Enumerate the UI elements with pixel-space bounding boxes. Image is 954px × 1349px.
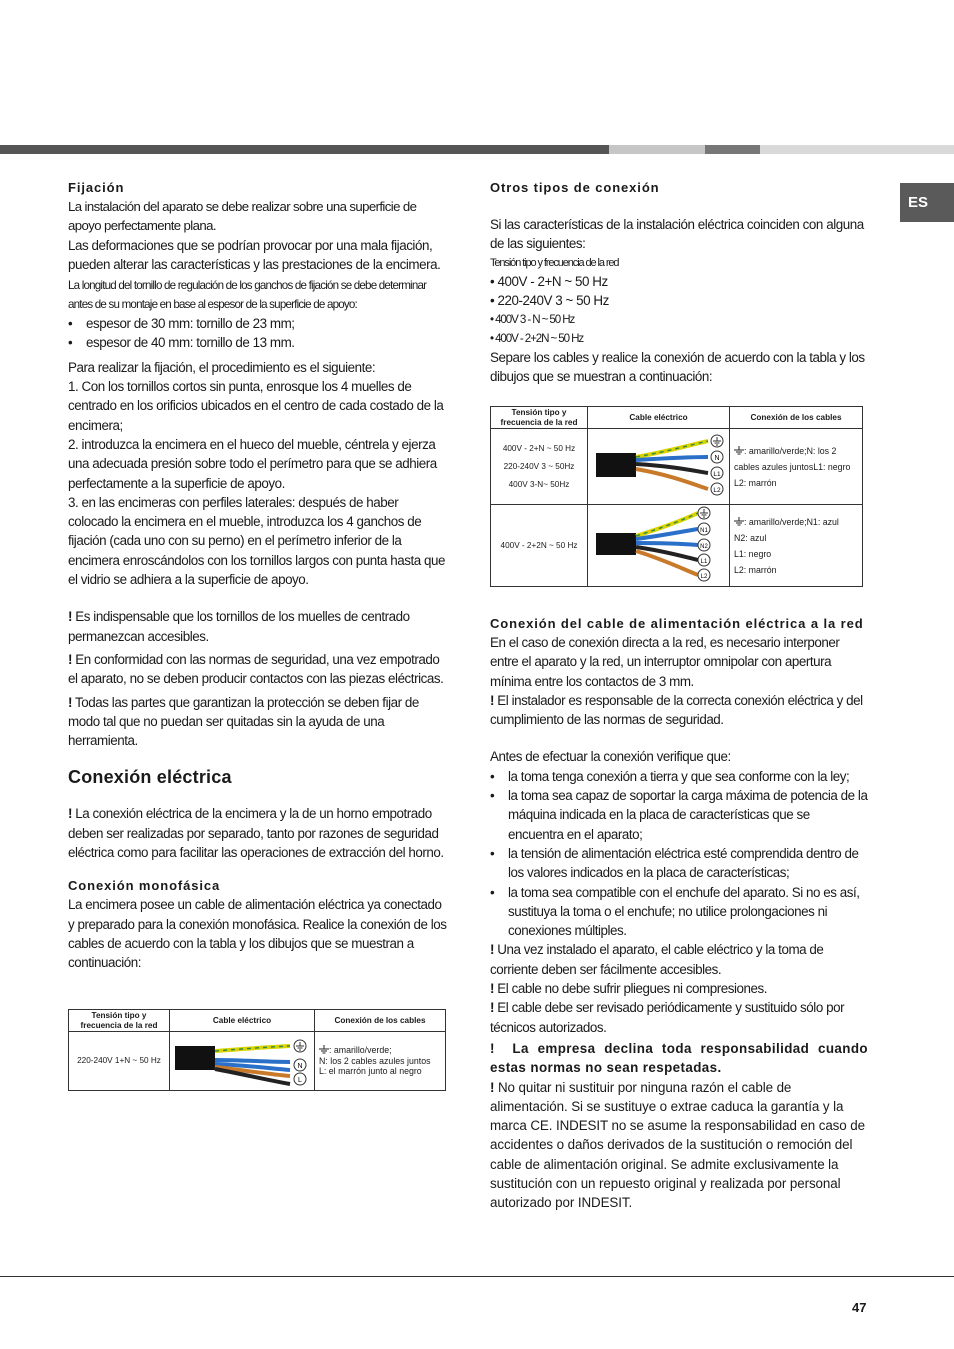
table-header: Tensión tipo y frecuencia de la red xyxy=(69,1010,170,1032)
conexion-electrica-heading: Conexión eléctrica xyxy=(68,767,232,788)
warning: ! No quitar ni sustituir por ninguna razón el cable de alimentación. Si se sustituye o extrae caduca la garantía y la marca CE. INDESIT no se asume la responsabilidad en caso de accidentes o daños derivados de la sustitución o remoción del cable de alimentación original. Se admite exclusivamente la sustitución con un repuesto original y realizada por personal autorizado por INDESIT. xyxy=(490,1079,865,1211)
svg-text:L1: L1 xyxy=(700,559,708,565)
language-tab: ES xyxy=(900,183,954,222)
warning: ! La conexión eléctrica de la encimera y la de un horno empotrado deben ser realizadas por separado, tanto por razones de seguridad eléctrica como para facilitar las operaciones de extracción del horno. xyxy=(68,806,444,861)
table-header: Conexión de los cables xyxy=(730,407,863,429)
otros-p1: Si las características de la instalación eléctrica coinciden con alguna de las siguientes: xyxy=(490,217,864,252)
tension-cell: 400V - 2+2N ~ 50 Hz xyxy=(491,505,588,587)
fijacion-p4: Para realizar la fijación, el procedimiento es el siguiente: xyxy=(68,359,376,375)
cable-diagram xyxy=(172,1032,312,1087)
header-bar-dark xyxy=(0,145,609,154)
cable-sheath xyxy=(596,453,636,477)
fijacion-p1: La instalación del aparato se debe realizar sobre una superficie de apoyo perfectamente plana. xyxy=(68,199,417,234)
warning: ! Todas las partes que garantizan la protección se deben fijar de modo tal que no puedan ser quitadas sin la ayuda de una herramienta. xyxy=(68,694,419,749)
svg-text:N2: N2 xyxy=(700,544,708,550)
svg-text:N1: N1 xyxy=(700,528,708,534)
header-bar-light xyxy=(609,145,705,154)
right-column-lower xyxy=(490,614,868,1213)
fijacion-heading: Fijación xyxy=(68,180,125,195)
warning: ! Es indispensable que los tornillos de los muelles de centrado permanezcan accesibles. xyxy=(68,609,410,644)
list-item: • 400V - 2+N ~ 50 Hz xyxy=(490,273,608,289)
otros-heading: Otros tipos de conexión xyxy=(490,180,660,195)
earth-icon xyxy=(734,517,744,526)
svg-text:L: L xyxy=(298,1077,302,1084)
tension-cell: 400V - 2+N ~ 50 Hz 220-240V 3 ~ 50Hz 400V 3-N~ 50Hz xyxy=(491,429,588,505)
cable-sheath xyxy=(596,533,636,555)
warning: ! El cable debe ser revisado periódicamente y sustituido sólo por técnicos autorizados. xyxy=(490,1000,845,1035)
cable-diagram xyxy=(590,429,727,501)
list-item: • la toma sea capaz de soportar la carga máxima de potencia de la máquina indicada en la placa de características que se encuentra en el aparato; xyxy=(490,788,868,842)
earth-icon xyxy=(319,1045,329,1054)
otros-p2: Tensión tipo y frecuencia de la red xyxy=(490,256,619,269)
list-item: • 400V 3 - N ~ 50 Hz xyxy=(490,313,575,327)
svg-text:N: N xyxy=(714,455,720,462)
header-bar-pale xyxy=(760,145,954,154)
fijacion-p6: 2. introduzca la encimera en el hueco del mueble, céntrela y ejerza una adecuada presión sobre todo el perímetro para que se adhiera perfectamente a la superficie de apoyo. xyxy=(68,436,437,491)
list-item: • la toma sea compatible con el enchufe del aparato. Si no es así, sustituya la toma o el enchufe; no utilice prolongaciones ni conexiones múltiples. xyxy=(490,884,860,939)
otros-p3: Separe los cables y realice la conexión de acuerdo con la tabla y los dibujos que se muestran a continuación: xyxy=(490,350,865,385)
fijacion-p3: La longitud del tornillo de regulación de los ganchos de fijación se debe determinar antes de su montaje en base al espesor de la superficie de apoyo: xyxy=(68,279,427,311)
table-header: Cable eléctrico xyxy=(588,407,730,429)
page-number: 47 xyxy=(852,1300,867,1315)
left-column xyxy=(68,178,448,973)
table-header: Tensión tipo y frecuencia de la red xyxy=(491,407,588,429)
warning: ! Una vez instalado el aparato, el cable eléctrico y la toma de corriente deben ser fácilmente accesibles. xyxy=(490,942,824,977)
header-bar-mid xyxy=(705,145,760,154)
fijacion-p2: Las deformaciones que se podrían provocar por una mala fijación, pueden alterar las características y las prestaciones de la encimera. xyxy=(68,237,441,272)
connection-cell: : amarillo/verde; N: los 2 cables azules juntos L: el marrón junto al negro xyxy=(315,1032,446,1091)
cable-diagram-cell xyxy=(588,505,730,587)
svg-text:N: N xyxy=(297,1063,303,1070)
cable-diagram-cell xyxy=(170,1032,315,1091)
svg-text:L2: L2 xyxy=(713,487,721,494)
cable-diagram xyxy=(590,505,727,583)
list-item: • espesor de 40 mm: tornillo de 13 mm. xyxy=(68,335,295,351)
wire-blue xyxy=(636,457,708,460)
monofasica-p1: La encimera posee un cable de alimentación eléctrica ya conectado y preparado para la conexión monofásica. Realice la conexión de los cables de acuerdo con la tabla y los dibujos que se muestran a continuación: xyxy=(68,897,447,971)
earth-icon xyxy=(734,446,744,455)
table-header: Conexión de los cables xyxy=(315,1010,446,1032)
svg-text:L2: L2 xyxy=(700,574,708,580)
warning: ! El cable no debe sufrir pliegues ni compresiones. xyxy=(490,981,768,997)
right-column xyxy=(490,178,868,387)
warning-bold: ! La empresa declina toda responsabilidad cuando estas normas no sean respetadas. xyxy=(490,1040,869,1076)
cable-p1: En el caso de conexión directa a la red, es necesario interponer entre el aparato y la red, un interruptor omnipolar con apertura mínima entre los contactos de 3 mm. xyxy=(490,635,840,689)
tension-cell: 220-240V 1+N ~ 50 Hz xyxy=(69,1032,170,1091)
monofasica-heading: Conexión monofásica xyxy=(68,878,221,894)
connection-cell: : amarillo/verde;N1: azul N2: azul L1: negro L2: marrón xyxy=(730,505,863,587)
list-item: • espesor de 30 mm: tornillo de 23 mm; xyxy=(68,316,295,332)
list-item: • la tensión de alimentación eléctrica esté comprendida dentro de los valores indicados en la placa de características; xyxy=(490,845,859,881)
table-header: Cable eléctrico xyxy=(170,1010,315,1032)
warning: ! El instalador es responsable de la correcta conexión eléctrica y del cumplimiento de las normas de seguridad. xyxy=(490,692,863,728)
cable-heading: Conexión del cable de alimentación eléctrica a la red xyxy=(490,616,864,631)
cable-sheath xyxy=(175,1046,215,1070)
connection-cell: : amarillo/verde;N: los 2 cables azules juntosL1: negro L2: marrón xyxy=(730,429,863,505)
mono-wiring-table xyxy=(68,1009,446,1091)
other-wiring-table xyxy=(490,406,863,587)
warning: ! En conformidad con las normas de seguridad, una vez empotrado el aparato, no se deben producir contactos con las piezas eléctricas. xyxy=(68,651,444,687)
list-item: • la toma tenga conexión a tierra y que sea conforme con la ley; xyxy=(490,768,850,784)
list-item: • 220-240V 3 ~ 50 Hz xyxy=(490,292,609,308)
list-item: • 400V - 2+2N ~ 50 Hz xyxy=(490,332,584,346)
cable-p2: Antes de efectuar la conexión verifique que: xyxy=(490,749,731,765)
fijacion-p7: 3. en las encimeras con perfiles laterales: después de haber colocado la encimera en el mueble, introduzca los 4 ganchos de fijación (cada uno con su perno) en el perímetro inferior de la encimera enroscándolos con los tornillos largos con punta hasta que el vidrio se adhiera a la superficie de apoyo. xyxy=(68,494,446,588)
footer-rule xyxy=(0,1276,954,1277)
cable-diagram-cell xyxy=(588,429,730,505)
wire-blue xyxy=(215,1060,290,1062)
fijacion-p5: 1. Con los tornillos cortos sin punta, enrosque los 4 muelles de centrado en los orificios ubicados en el centro de cada costado de la encimera; xyxy=(68,379,444,433)
wire-blue-2 xyxy=(636,543,698,545)
svg-text:L1: L1 xyxy=(713,471,721,478)
